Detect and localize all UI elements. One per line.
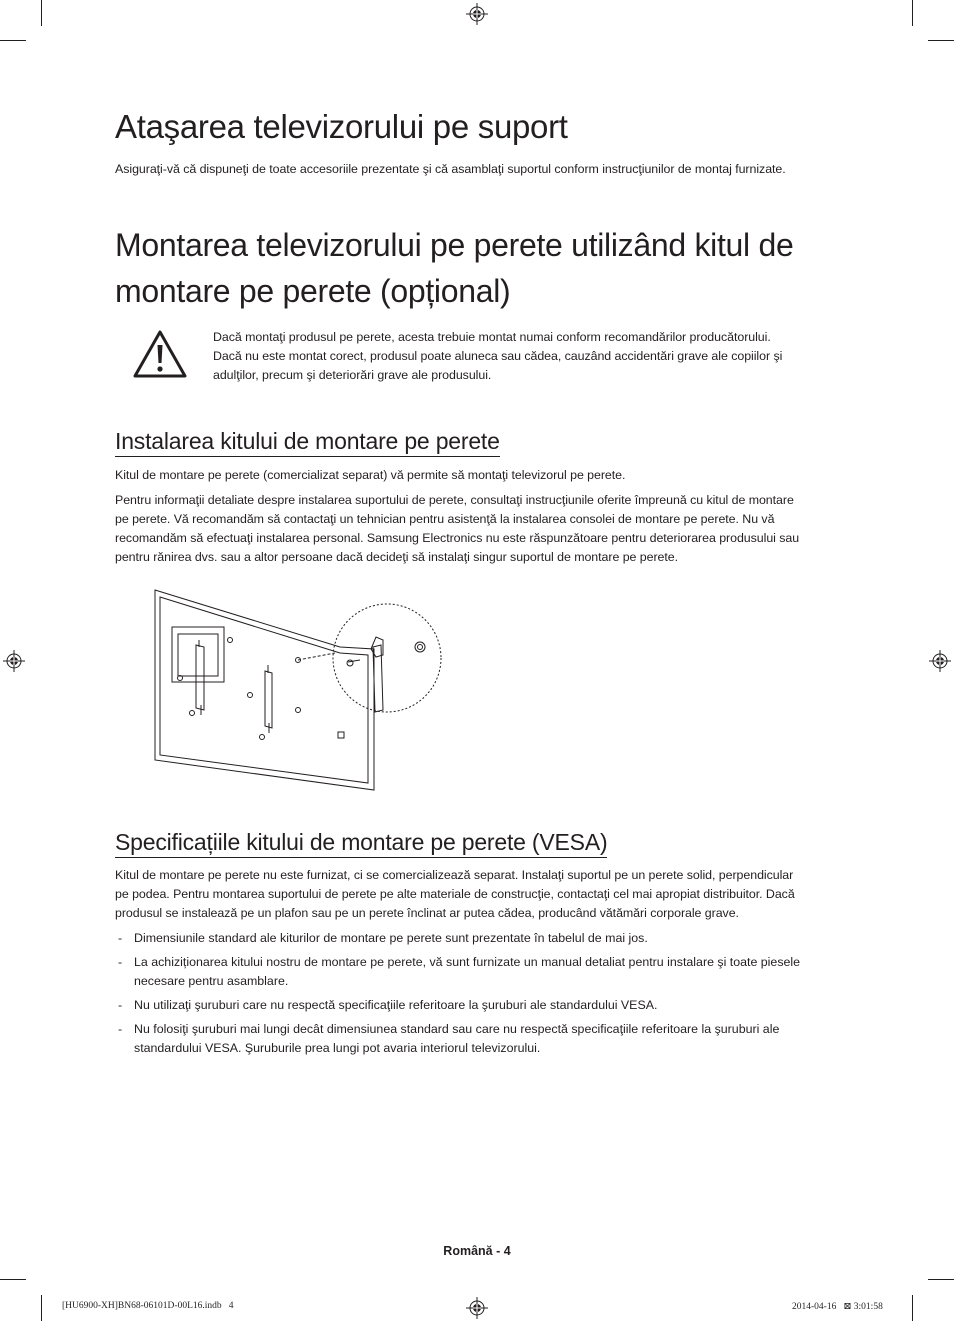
crop-mark (928, 40, 954, 41)
bullet-dash: - (118, 955, 123, 969)
registration-mark-icon (3, 650, 25, 672)
wall-mount-illustration (150, 585, 445, 795)
install-heading-text: Instalarea kitului de montare pe perete (115, 426, 500, 457)
bullet-dash: - (118, 931, 123, 945)
paragraph-line: pentru rănirea dvs. sau a altor persoane dacă decideţi să instalaţi singur suportul de montare pe perete. (115, 550, 678, 564)
footer-timestamp: 2014-04-16 ⊠ 3:01:58 (792, 1302, 883, 1312)
vesa-heading (115, 827, 607, 858)
list-item (115, 929, 855, 948)
list-item-line: Nu utilizaţi şuruburi care nu respectă specificaţiile referitoare la şuruburi ale standardului VESA. (134, 998, 658, 1012)
registration-mark-icon (466, 1297, 488, 1319)
paragraph-line: produsul se instalează pe un plafon sau pe un perete înclinat ar putea cădea, producând vătămări corporale grave. (115, 906, 739, 920)
list-item (115, 953, 855, 991)
attach-paragraph: Asiguraţi-vă că dispuneţi de toate accesoriile prezentate şi că asamblaţi suportul conform instrucţiunilor de montaj furnizate. (115, 162, 786, 176)
warning-line: adulţilor, precum şi deteriorări grave ale produsului. (213, 368, 492, 382)
crop-mark (41, 0, 42, 26)
crop-mark (0, 1279, 26, 1280)
list-item-line: La achiziționarea kitului nostru de montare pe perete, vă sunt furnizate un manual detaliat pentru instalare şi toate piesele (134, 955, 801, 969)
crop-mark (912, 0, 913, 26)
list-item-line: Nu folosiţi şuruburi mai lungi decât dimensiunea standard sau care nu respectă specificaţiile referitoare la şuruburi ale (134, 1022, 780, 1036)
warning-line: Dacă montaţi produsul pe perete, acesta trebuie montat numai conform recomandărilor producătorului. (213, 330, 771, 344)
install-paragraph-1: Kitul de montare pe perete (comercializat separat) vă permite să montaţi televizorul pe perete. (115, 468, 626, 482)
registration-mark-icon (929, 650, 951, 672)
page-title: Ataşarea televizorului pe suport (115, 108, 568, 145)
list-item (115, 996, 855, 1015)
paragraph-line: pe podea. Pentru montarea suportului de perete pe alte materiale de construcţie, contactaţi cel mai apropiat distribuitor. Dacă (115, 887, 795, 901)
registration-mark-icon (466, 3, 488, 25)
bullet-dash: - (118, 998, 123, 1012)
install-paragraph-2 (115, 491, 875, 567)
crop-mark (928, 1279, 954, 1280)
vesa-paragraph (115, 866, 875, 923)
crop-mark (912, 1295, 913, 1321)
paragraph-line: pe perete. Vă recomandăm să contactaţi un tehnician pentru asistenţă la instalarea consolei de montare pe perete. Nu vă (115, 512, 775, 526)
warning-triangle-icon (132, 328, 188, 380)
wall-mount-title-line: Montarea televizorului pe perete utilizând kitul de (115, 227, 794, 263)
list-item-line: standardului VESA. Şuruburile prea lungi pot avaria interiorul televizorului. (134, 1041, 541, 1055)
install-heading (115, 426, 500, 457)
crop-mark (0, 40, 26, 41)
list-item (115, 1020, 855, 1058)
vesa-heading-text: Specificațiile kitului de montare pe perete (VESA) (115, 827, 607, 858)
footer-file-name: [HU6900-XH]BN68-06101D-00L16.indb 4 (62, 1301, 234, 1311)
crop-mark (41, 1295, 42, 1321)
vesa-bullet-list (115, 929, 855, 1058)
paragraph-line: Pentru informaţii detaliate despre instalarea suportului de perete, consultaţi instrucţiunile oferite împreună cu kitul de montare (115, 493, 794, 507)
list-item-line: necesare pentru asamblare. (134, 974, 289, 988)
warning-text (213, 328, 843, 385)
warning-line: Dacă nu este montat corect, produsul poate aluneca sau cădea, cauzând accidentări grave ale copiilor şi (213, 349, 783, 363)
paragraph-line: recomandăm să efectuaţi instalarea personal. Samsung Electronics nu este răspunzătoare pentru deteriorarea produsului sau (115, 531, 800, 545)
wall-mount-title-line: montare pe perete (opțional) (115, 273, 511, 309)
bullet-dash: - (118, 1022, 123, 1036)
list-item-line: Dimensiunile standard ale kiturilor de montare pe perete sunt prezentate în tabelul de mai jos. (134, 931, 648, 945)
paragraph-line: Kitul de montare pe perete nu este furnizat, ci se comercializează separat. Instalaţi suportul pe un perete solid, perpendicular (115, 868, 794, 882)
page-number: Română - 4 (443, 1244, 511, 1258)
wall-mount-title (115, 222, 875, 314)
